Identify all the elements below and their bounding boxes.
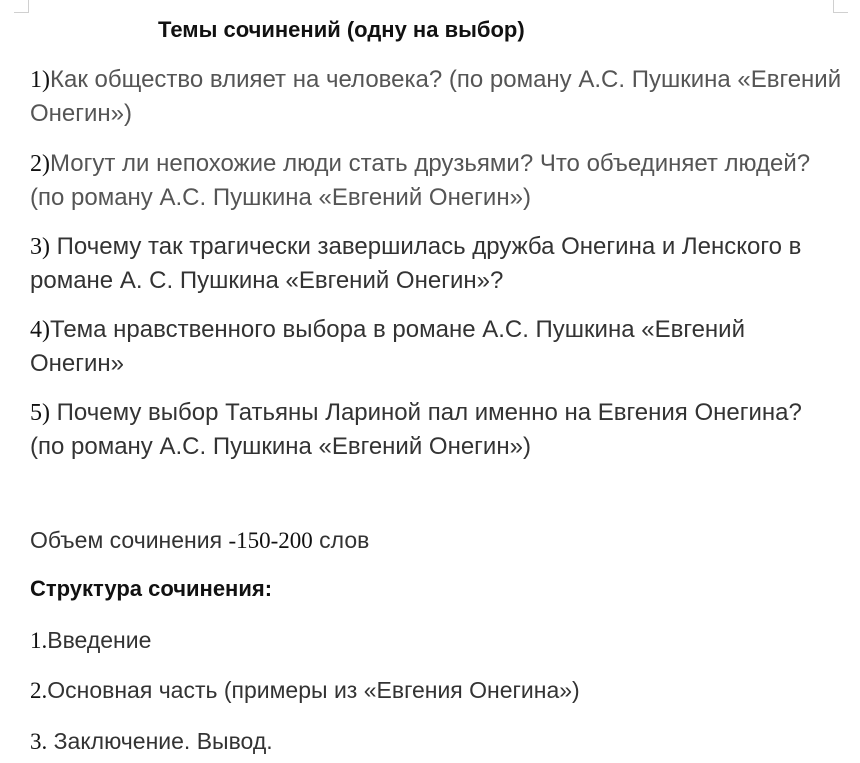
- topic-number: 4): [30, 317, 50, 343]
- topic-text: Почему так трагически завершилась дружба Онегина и Ленского в романе А. С. Пушкина «Евгений Онегин»?: [30, 233, 802, 294]
- topic-item-4: [30, 313, 842, 380]
- essay-volume-numbers: -150-200: [228, 528, 313, 553]
- topic-number: 1): [30, 67, 50, 93]
- topic-number: 2): [30, 151, 50, 177]
- structure-number: 3.: [30, 729, 48, 754]
- document-title: Темы сочинений (одну на выбор): [158, 17, 525, 42]
- topic-text: Могут ли непохожие люди стать друзьями? Что объединяет людей? (по роману А.С. Пушкина «Евгений Онегин»): [30, 150, 811, 211]
- topic-text: Тема нравственного выбора в романе А.С. Пушкина «Евгений Онегин»: [30, 316, 745, 377]
- essay-volume-prefix: Объем сочинения: [30, 527, 229, 553]
- topic-number: 5): [30, 400, 50, 426]
- page-corner-marker-left: [14, 0, 29, 13]
- essay-volume: [30, 525, 369, 556]
- structure-number: 2.: [30, 678, 48, 703]
- structure-heading: Структура сочинения:: [30, 576, 273, 601]
- structure-text: Заключение. Вывод.: [47, 728, 273, 754]
- topic-item-2: [30, 147, 842, 214]
- topic-item-3: [30, 230, 842, 297]
- structure-text: Введение: [47, 627, 152, 653]
- structure-number: 1.: [30, 628, 48, 653]
- topic-text: Почему выбор Татьяны Лариной пал именно на Евгения Онегина? (по роману А.С. Пушкина «Евгений Онегин»): [30, 399, 802, 460]
- structure-item-3: [30, 726, 273, 757]
- page-corner-marker-right: [833, 0, 848, 13]
- topic-text: Как общество влияет на человека? (по роману А.С. Пушкина «Евгений Онегин»): [30, 66, 842, 127]
- structure-text: Основная часть (примеры из «Евгения Онегина»): [47, 677, 580, 703]
- topic-item-1: [30, 63, 842, 130]
- topic-number: 3): [30, 234, 50, 260]
- structure-item-1: [30, 625, 151, 656]
- essay-volume-suffix: слов: [312, 527, 370, 553]
- structure-item-2: [30, 675, 580, 706]
- topic-item-5: [30, 396, 842, 463]
